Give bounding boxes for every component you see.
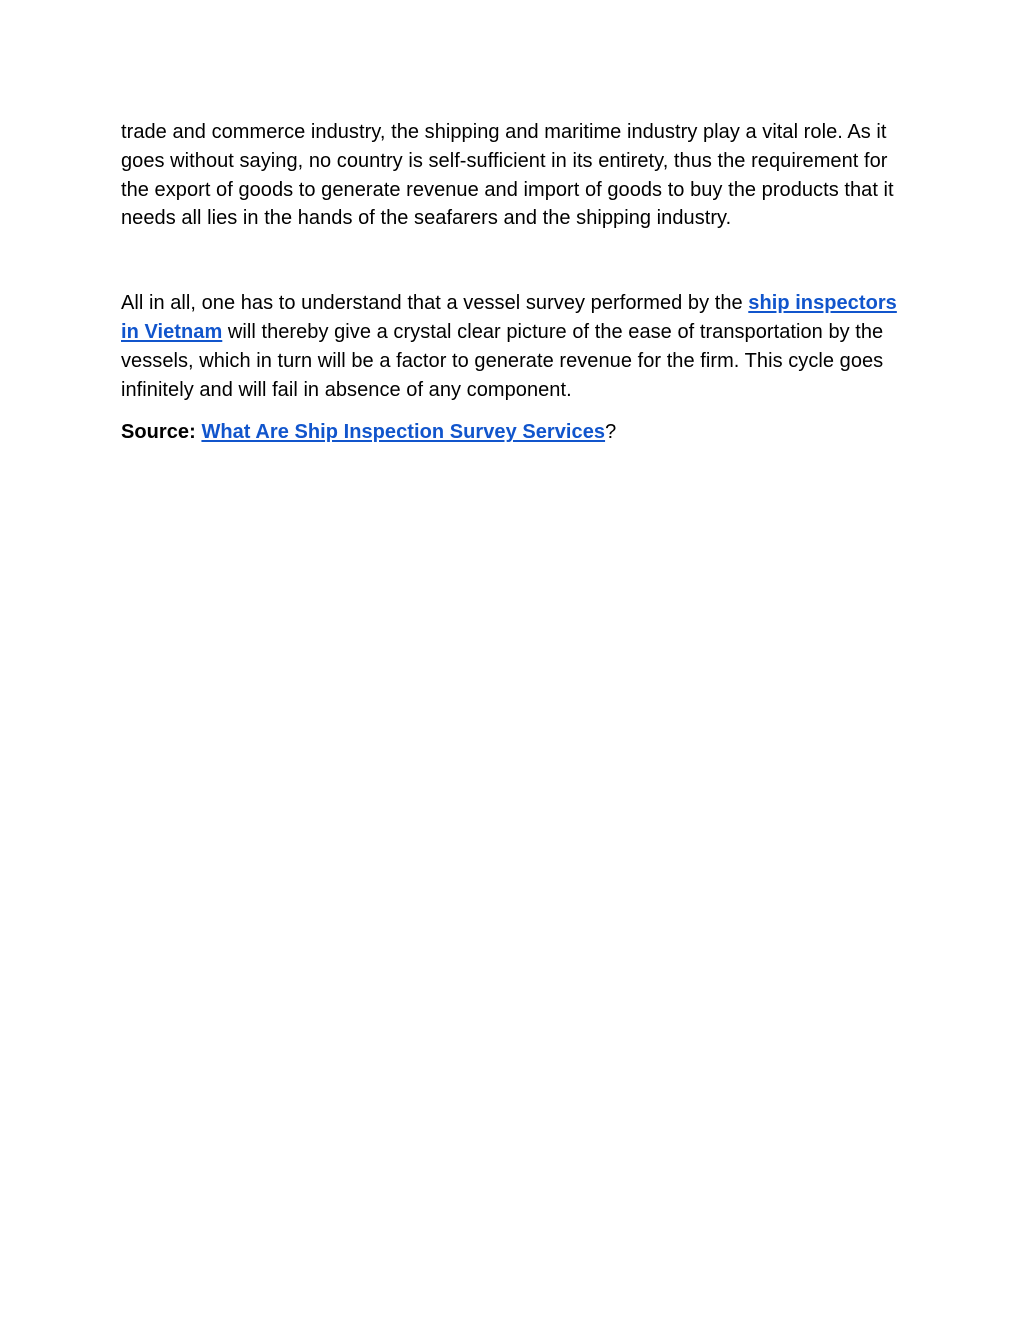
ship-inspectors-link[interactable]: ship inspectors in Vietnam [121, 292, 897, 343]
source-suffix: ? [605, 421, 617, 444]
paragraph-trade-commerce [121, 118, 911, 233]
paragraph-vessel-survey [121, 289, 911, 404]
paragraph-text-after-link: will thereby give a crystal clear picture of the ease of transportation by the vessels, which in turn will be a factor to generate revenue for the firm. This cycle goes infinitely and will fail in absence of any component. [121, 320, 884, 401]
document-body [121, 118, 911, 446]
source-article-link[interactable]: What Are Ship Inspection Survey Services [201, 421, 606, 444]
source-line [121, 418, 911, 446]
source-label: Source: [121, 421, 196, 444]
paragraph-text-before-link: All in all, one has to understand that a vessel survey performed by the [121, 292, 749, 315]
paragraph-text: trade and commerce industry, the shipping and maritime industry play a vital role. As it goes without saying, no country is self-sufficient in its entirety, thus the requirement for the export of goods to generate revenue and import of goods to buy the products that it needs all lies in the hands of the seafarers and the shipping industry. [121, 121, 894, 230]
